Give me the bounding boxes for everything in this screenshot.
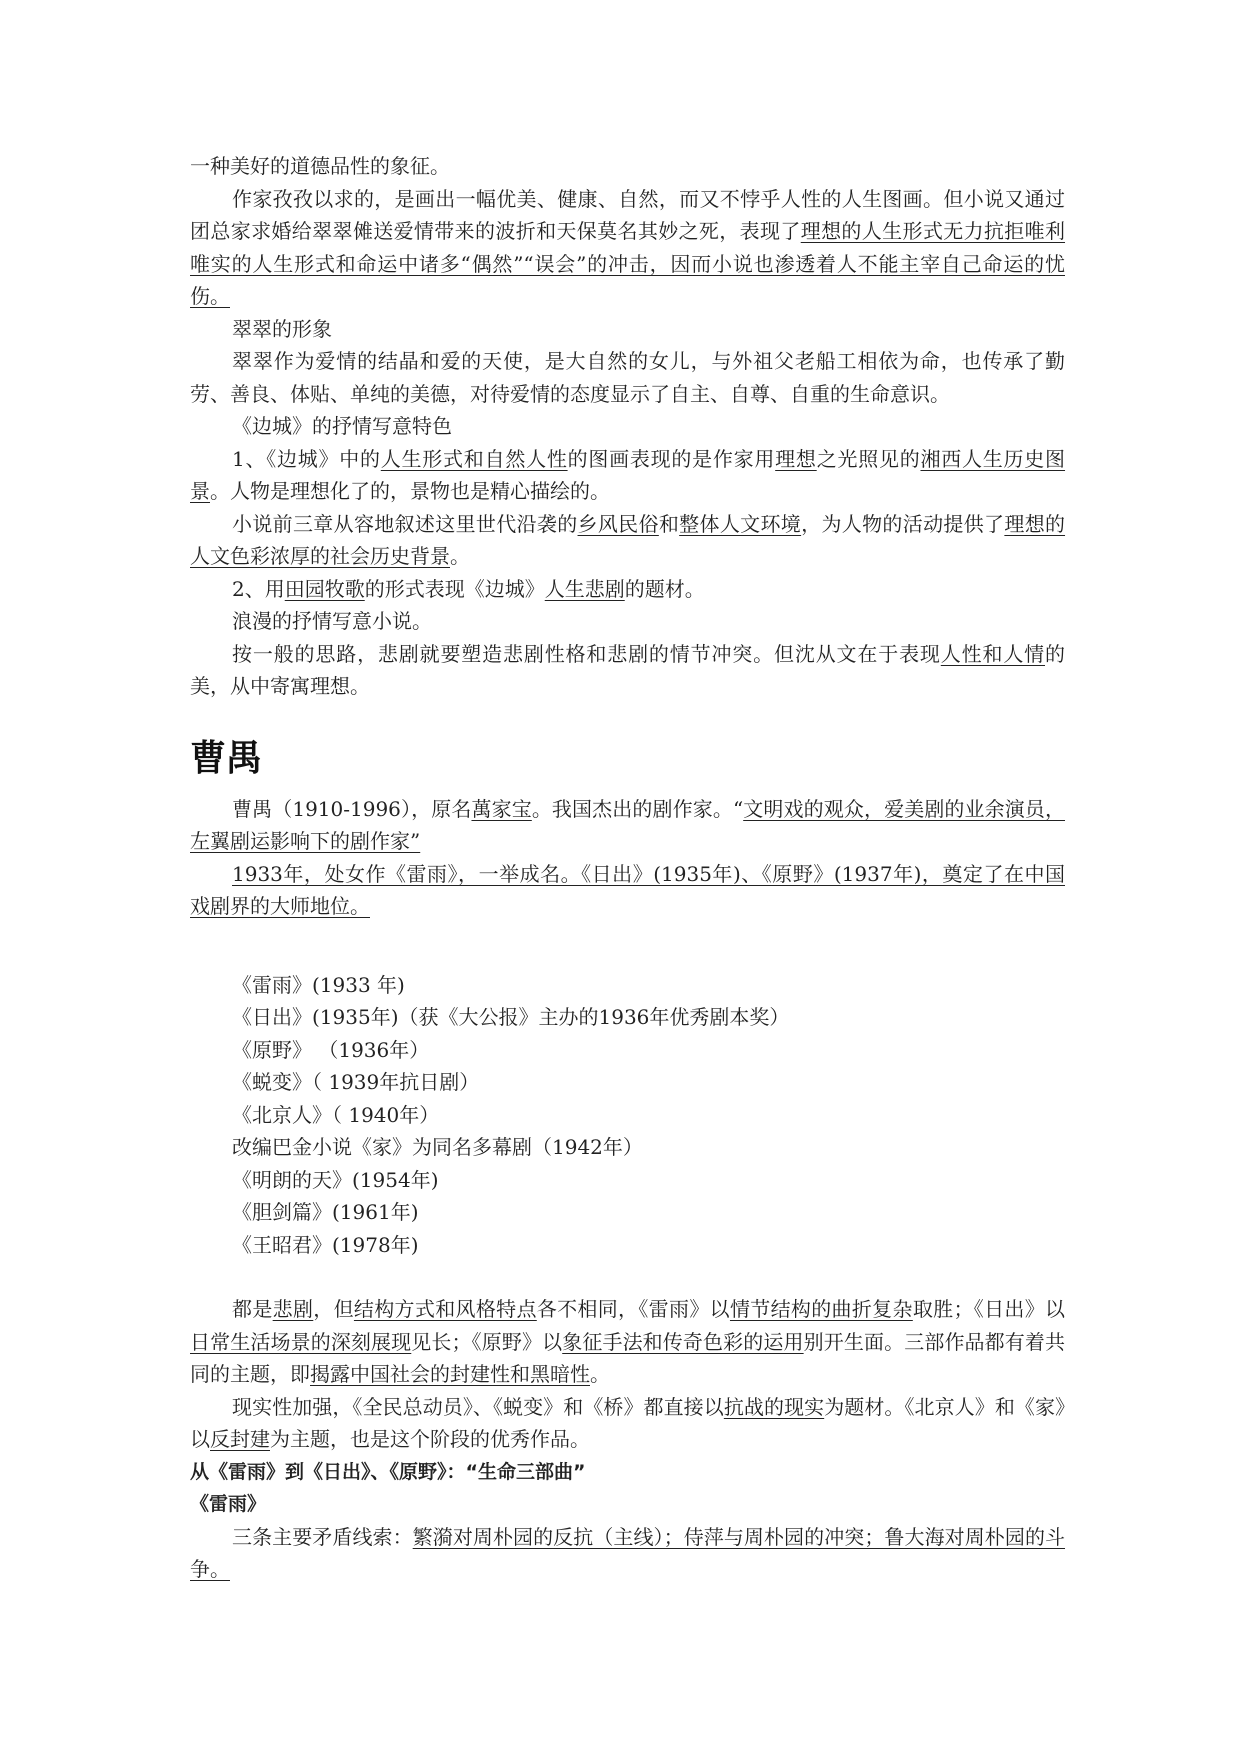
text: 。人物是理想化了的，景物也是精心描绘的。 — [210, 479, 610, 503]
underlined-text: 反封建 — [210, 1427, 270, 1451]
text: 的形式表现《边城》 — [364, 576, 545, 601]
text: 。 — [450, 544, 470, 568]
section-heading: 曹禺 — [190, 737, 263, 779]
subheading: 从《雷雨》到《日出》、《原野》：“生命三部曲” — [190, 1460, 586, 1483]
paragraph — [190, 1521, 1065, 1586]
underlined-text: 乡风民俗 — [577, 511, 659, 536]
works-list — [190, 969, 1065, 1262]
list-item: 《雷雨》(1933 年) — [232, 972, 405, 997]
underlined-text: 繁漪对周朴园的反抗（主线）；侍萍与周朴园的冲突；鲁大海对周朴园的斗争。 — [190, 1524, 1066, 1581]
text: 作家孜孜以求的，是画出一幅优美、健康、自然，而又不悖乎人性的人生图画。但小说又通过团总家求婚给翠翠傩送爱情带来的波折和天保莫名其妙之死，表现了 — [190, 186, 1065, 243]
spacer — [190, 955, 1065, 969]
document-page — [190, 150, 1065, 1586]
underlined-text: 1933年，处女作《雷雨》，一举成名。《日出》(1935年)、《原野》(1937年)，奠定了在中国戏剧界的大师地位。 — [190, 861, 1065, 918]
text: ，但 — [313, 1297, 354, 1321]
list-item: 《王昭君》(1978年) — [232, 1232, 419, 1257]
text: 2、用 — [232, 576, 285, 601]
paragraph — [190, 1293, 1065, 1391]
text: 都是 — [232, 1297, 273, 1321]
text: 的美，从中寄寓理想。 — [190, 641, 1066, 698]
spacer — [190, 1261, 1065, 1293]
underlined-text: 揭露中国社会的封建性和黑暗性 — [310, 1362, 590, 1386]
underlined-text: 萬家宝 — [471, 796, 532, 821]
text: 别开生面。三部作品都有着共同的主题，即 — [190, 1329, 1066, 1386]
underlined-text: 理想 — [775, 446, 817, 471]
paragraph — [190, 1391, 1065, 1456]
underlined-text: 象征手法和传奇色彩的运用 — [562, 1329, 804, 1354]
text: 各不相同，《雷雨》以 — [536, 1297, 730, 1321]
spacer — [190, 923, 1065, 955]
underlined-text: 人性和人情 — [940, 641, 1046, 666]
list-item: 《北京人》（ 1940年） — [232, 1102, 440, 1127]
text: ，为人物的活动提供了 — [801, 511, 1005, 536]
text: 为主题，也是这个阶段的优秀作品。 — [270, 1427, 590, 1451]
paragraph — [190, 858, 1065, 923]
paragraph: 浪漫的抒情写意小说。 — [232, 609, 432, 633]
paragraph — [190, 638, 1065, 703]
underlined-text: 日常生活场景的深刻展现 — [190, 1329, 412, 1354]
paragraph: 一种美好的道德品性的象征。 — [190, 154, 450, 178]
paragraph — [190, 183, 1065, 313]
subheading: 《雷雨》 — [190, 1493, 267, 1515]
underlined-text: 文明戏的观众，爱美剧的业余演员，左翼剧运影响下的剧作家” — [190, 796, 1066, 853]
underlined-text: 悲剧 — [272, 1297, 314, 1321]
text: 之光照见的 — [816, 446, 921, 471]
text: 现实性加强，《全民总动员》、《蜕变》和《桥》都直接以 — [232, 1394, 724, 1419]
list-item: 《胆剑篇》(1961年) — [232, 1200, 419, 1224]
text: 。 — [590, 1362, 610, 1386]
text: 。我国杰出的剧作家。“ — [531, 796, 744, 821]
list-item: 改编巴金小说《家》为同名多幕剧（1942年） — [232, 1135, 643, 1159]
paragraph — [190, 508, 1065, 573]
text: 按一般的思路，悲剧就要塑造悲剧性格和悲剧的情节冲突。但沈从文在于表现 — [232, 641, 941, 666]
underlined-text: 整体人文环境 — [679, 511, 802, 536]
paragraph — [190, 573, 1065, 606]
text: 三条主要矛盾线索： — [232, 1524, 413, 1549]
list-item: 《日出》(1935年)（获《大公报》主办的1936年优秀剧本奖） — [232, 1005, 790, 1029]
text: 和 — [658, 511, 680, 536]
paragraph — [190, 793, 1065, 858]
underlined-text: 湘西人生历史图景 — [190, 446, 1066, 503]
underlined-text: 人生形式和自然人性 — [380, 446, 568, 471]
section-label: 《边城》的抒情写意特色 — [232, 414, 452, 438]
section-label: 翠翠的形象 — [232, 316, 332, 341]
list-item: 《蜕变》（ 1939年抗日剧） — [232, 1070, 480, 1094]
paragraph — [190, 443, 1065, 508]
text: 的题材。 — [624, 576, 705, 601]
text: 见长；《原野》以 — [411, 1329, 563, 1354]
text: 小说前三章从容地叙述这里世代沿袭的 — [232, 511, 578, 536]
underlined-text: 理想的人文色彩浓厚的社会历史背景 — [190, 511, 1066, 568]
underlined-text: 情节结构的曲折复杂 — [729, 1297, 913, 1321]
list-item: 《原野》 （1936年） — [232, 1037, 430, 1062]
text: 取胜；《日出》以 — [912, 1297, 1066, 1321]
list-item: 《明朗的天》(1954年) — [232, 1167, 439, 1192]
underlined-text: 理想的人生形式无力抗拒唯利唯实的人生形式和命运中诸多“偶然”“误会”的冲击，因而小说也渗透着人不能主宰自己命运的忧伤。 — [190, 219, 1066, 308]
text: 曹禺（1910-1996），原名 — [232, 796, 472, 821]
text: 为题材。《北京人》和《家》以 — [190, 1394, 1066, 1451]
underlined-text: 抗战的现实 — [723, 1394, 825, 1419]
paragraph: 翠翠作为爱情的结晶和爱的天使，是大自然的女儿，与外祖父老船工相依为命，也传承了勤劳、善良、体贴、单纯的美德，对待爱情的态度显示了自主、自尊、自重的生命意识。 — [190, 349, 1065, 406]
text: 1、《边城》中的 — [232, 446, 381, 471]
underlined-text: 结构方式和风格特点 — [353, 1297, 537, 1321]
underlined-text: 人生悲剧 — [544, 576, 625, 601]
text: 的图画表现的是作家用 — [567, 446, 776, 471]
underlined-text: 田园牧歌 — [284, 576, 365, 601]
